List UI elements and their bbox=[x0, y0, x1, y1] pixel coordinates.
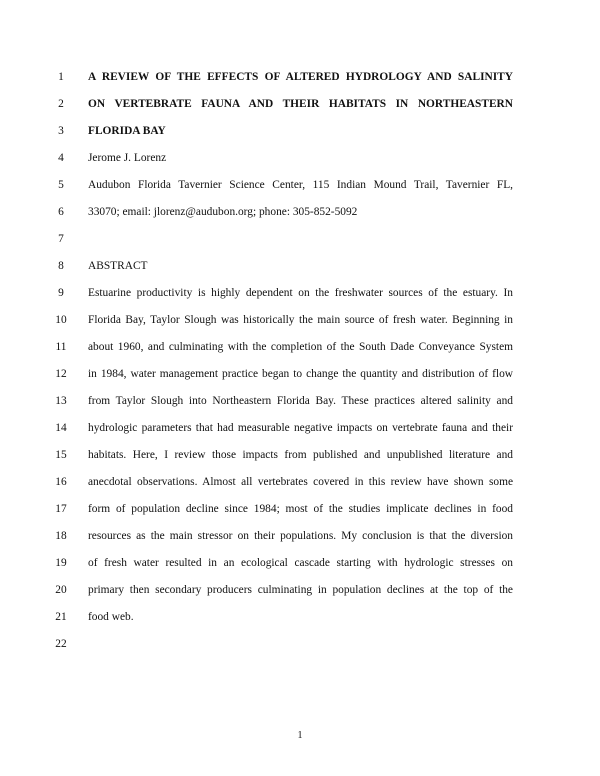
line-number: 11 bbox=[55, 341, 67, 353]
abstract-heading: ABSTRACT bbox=[88, 260, 148, 272]
line-number: 19 bbox=[55, 557, 67, 569]
line-number: 17 bbox=[55, 503, 67, 515]
abstract-line bbox=[0, 338, 600, 356]
page-number: 1 bbox=[297, 730, 303, 741]
title-line bbox=[0, 95, 600, 113]
affiliation-line bbox=[0, 176, 600, 194]
abstract-line bbox=[0, 581, 600, 599]
title-text: A REVIEW OF THE EFFECTS OF ALTERED HYDROLOGY AND SALINITY bbox=[88, 71, 513, 83]
line-number: 6 bbox=[58, 206, 64, 218]
blank-line bbox=[0, 230, 600, 248]
line-number: 20 bbox=[55, 584, 67, 596]
abstract-text: about 1960, and culminating with the completion of the South Dade Conveyance System bbox=[88, 341, 513, 353]
abstract-line bbox=[0, 392, 600, 410]
line-number: 5 bbox=[58, 179, 64, 191]
abstract-text: food web. bbox=[88, 611, 134, 623]
line-number: 8 bbox=[58, 260, 64, 272]
abstract-text: Florida Bay, Taylor Slough was historically the main source of fresh water. Beginning in bbox=[88, 314, 513, 326]
contact-line bbox=[0, 203, 600, 221]
abstract-line bbox=[0, 311, 600, 329]
line-number: 15 bbox=[55, 449, 67, 461]
abstract-text: form of population decline since 1984; most of the studies implicate declines in food bbox=[88, 503, 513, 515]
line-number: 9 bbox=[58, 287, 64, 299]
author-line bbox=[0, 149, 600, 167]
contact-text: 33070; email: jlorenz@audubon.org; phone: 305-852-5092 bbox=[88, 206, 358, 218]
abstract-text: Estuarine productivity is highly dependent on the freshwater sources of the estuary. In bbox=[88, 287, 513, 299]
abstract-line bbox=[0, 527, 600, 545]
abstract-text: resources as the main stressor on their populations. My conclusion is that the diversion bbox=[88, 530, 513, 542]
blank-line bbox=[0, 635, 600, 653]
line-number: 21 bbox=[55, 611, 67, 623]
title-text: FLORIDA BAY bbox=[88, 125, 166, 137]
abstract-text: in 1984, water management practice began to change the quantity and distribution of flow bbox=[88, 368, 513, 380]
abstract-line bbox=[0, 554, 600, 572]
line-number: 1 bbox=[58, 71, 64, 83]
author-name: Jerome J. Lorenz bbox=[88, 152, 167, 164]
line-number: 16 bbox=[55, 476, 67, 488]
abstract-line bbox=[0, 446, 600, 464]
line-number: 2 bbox=[58, 98, 64, 110]
abstract-heading-line bbox=[0, 257, 600, 275]
abstract-text: of fresh water resulted in an ecological cascade starting with hydrologic stresses on bbox=[88, 557, 513, 569]
title-line bbox=[0, 122, 600, 140]
abstract-text: from Taylor Slough into Northeastern Florida Bay. These practices altered salinity and bbox=[88, 395, 513, 407]
abstract-line bbox=[0, 365, 600, 383]
abstract-text: primary then secondary producers culminating in population declines at the top of the bbox=[88, 584, 513, 596]
abstract-text: hydrologic parameters that had measurable negative impacts on vertebrate fauna and their bbox=[88, 422, 513, 434]
abstract-line bbox=[0, 500, 600, 518]
abstract-text: habitats. Here, I review those impacts from published and unpublished literature and bbox=[88, 449, 513, 461]
line-number: 7 bbox=[58, 233, 64, 245]
abstract-line bbox=[0, 419, 600, 437]
line-number: 12 bbox=[55, 368, 67, 380]
line-number: 4 bbox=[58, 152, 64, 164]
title-text: ON VERTEBRATE FAUNA AND THEIR HABITATS IN NORTHEASTERN bbox=[88, 98, 513, 110]
title-line bbox=[0, 68, 600, 86]
line-number: 13 bbox=[55, 395, 67, 407]
line-number: 10 bbox=[55, 314, 67, 326]
affiliation-text: Audubon Florida Tavernier Science Center, 115 Indian Mound Trail, Tavernier FL, bbox=[88, 179, 513, 191]
line-number: 14 bbox=[55, 422, 67, 434]
line-number: 18 bbox=[55, 530, 67, 542]
abstract-line bbox=[0, 608, 600, 626]
abstract-line bbox=[0, 284, 600, 302]
abstract-line bbox=[0, 473, 600, 491]
line-number: 22 bbox=[55, 638, 67, 650]
line-number: 3 bbox=[58, 125, 64, 137]
abstract-text: anecdotal observations. Almost all vertebrates covered in this review have shown some bbox=[88, 476, 513, 488]
